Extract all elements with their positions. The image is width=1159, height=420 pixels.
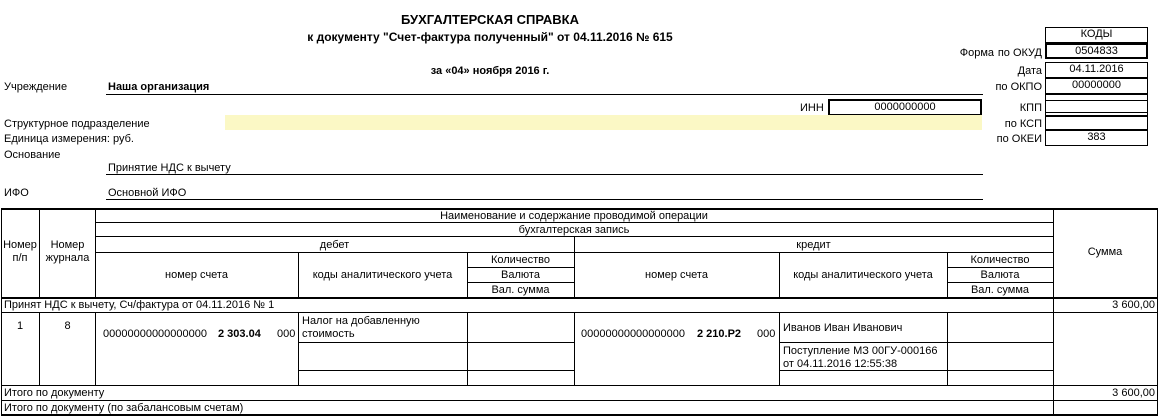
credit-currency-sum-header: Вал. сумма xyxy=(970,284,1030,296)
debit-analytics: Налог на добавленную стоимость xyxy=(302,315,420,340)
okei-field[interactable]: 383 xyxy=(1045,130,1148,146)
ksp-field[interactable] xyxy=(1045,116,1148,130)
debit-analytics-header: коды аналитического учета xyxy=(312,269,453,281)
operation-header: Наименование и содержание проводимой операции xyxy=(440,210,708,222)
institution-label: Учреждение xyxy=(4,81,68,93)
ifo-label: ИФО xyxy=(4,187,29,199)
credit-analytics-2: Поступление МЗ 00ГУ-000166 от 04.11.2016 12:55:38 xyxy=(783,345,938,370)
group-label: Принят НДС к вычету, Сч/фактура от 04.11.2016 № 1 xyxy=(4,299,275,311)
unit-label: Единица измерения: руб. xyxy=(4,133,134,145)
institution-value: Наша организация xyxy=(108,81,210,93)
division-field[interactable] xyxy=(225,115,982,130)
okei-label: по ОКЕИ xyxy=(996,133,1042,145)
okud-label: по ОКУД xyxy=(997,47,1042,59)
row-num: 1 xyxy=(16,320,24,332)
debit-kosgu: 000 xyxy=(277,328,296,340)
credit-header: кредит xyxy=(796,239,831,251)
debit-currency-header: Валюта xyxy=(501,269,540,281)
ifo-value: Основной ИФО xyxy=(108,187,187,199)
credit-analytics-1: Иванов Иван Иванович xyxy=(783,322,903,334)
ifo-underline xyxy=(106,199,983,200)
total-offbalance-label: Итого по документу (по забалансовым счетам) xyxy=(4,402,244,414)
debit-account-header: номер счета xyxy=(165,269,228,281)
group-sum: 3 600,00 xyxy=(1112,299,1155,311)
codes-header: КОДЫ xyxy=(1045,27,1148,43)
date-field[interactable]: 04.11.2016 xyxy=(1045,62,1148,78)
credit-account: 00000000000000000 xyxy=(581,328,686,340)
basis-underline xyxy=(106,174,983,175)
credit-quantity-header: Количество xyxy=(970,254,1030,266)
doc-date-line: за «04» ноября 2016 г. xyxy=(430,65,550,77)
basis-label: Основание xyxy=(4,149,61,161)
sum-header: Сумма xyxy=(1087,246,1123,258)
debit-quantity-header: Количество xyxy=(490,254,551,266)
inn-label: ИНН xyxy=(800,102,824,114)
kpp-label: КПП xyxy=(1019,102,1042,114)
col-journal-header: Номер журнала xyxy=(45,239,90,264)
row-journal: 8 xyxy=(64,320,71,332)
credit-currency-header: Валюта xyxy=(980,269,1020,281)
debit-account: 00000000000000000 xyxy=(103,328,208,340)
debit-header: дебет xyxy=(319,239,350,251)
total-sum: 3 600,00 xyxy=(1112,387,1155,399)
institution-underline xyxy=(106,94,983,95)
forma-label: Форма xyxy=(959,47,994,59)
entry-header: бухгалтерская запись xyxy=(518,224,630,236)
doc-title: БУХГАЛТЕРСКАЯ СПРАВКА xyxy=(401,12,579,27)
doc-subtitle: к документу "Счет-фактура полученный" от 04.11.2016 № 615 xyxy=(307,30,673,44)
date-label: Дата xyxy=(1017,65,1042,77)
division-label: Структурное подразделение xyxy=(4,118,150,130)
inn-field[interactable]: 0000000000 xyxy=(828,99,982,116)
okpo-field[interactable]: 00000000 xyxy=(1045,78,1148,94)
okpo-label: по ОКПО xyxy=(995,81,1042,93)
credit-analytics-header: коды аналитического учета xyxy=(793,269,933,281)
credit-account-code: 2 210.Р2 xyxy=(697,328,742,340)
credit-account-header: номер счета xyxy=(645,269,708,281)
debit-account-code: 2 303.04 xyxy=(218,328,261,340)
total-label: Итого по документу xyxy=(4,387,105,399)
debit-currency-sum-header: Вал. сумма xyxy=(491,284,550,296)
okud-field[interactable]: 0504833 xyxy=(1045,43,1148,59)
kpp-field[interactable] xyxy=(1045,100,1148,116)
ksp-label: по КСП xyxy=(1004,118,1042,130)
credit-kosgu: 000 xyxy=(757,328,776,340)
basis-value: Принятие НДС к вычету xyxy=(108,162,231,174)
col-num-header: Номер п/п xyxy=(3,239,37,264)
